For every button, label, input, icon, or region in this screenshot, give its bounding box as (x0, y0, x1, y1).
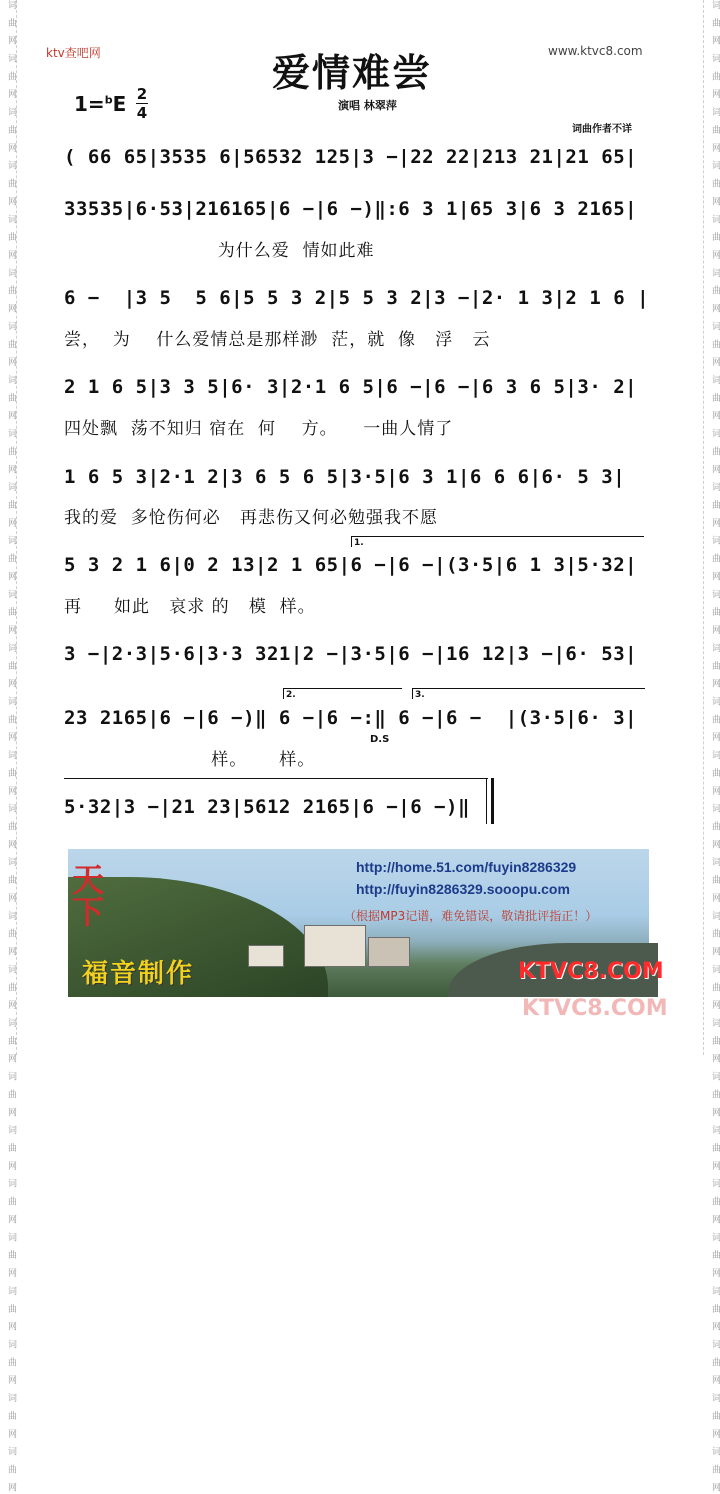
key-note: E (112, 92, 127, 116)
notation-row-6: 5 3 2 1 6|0 2 13|2 1 65|6 −|6 −|(3·5|6 1 3|5·32| (64, 554, 638, 576)
notation-row-7: 3 −|2·3|5·6|3·3 321|2 −|3·5|6 −|16 12|3 −|6· 53| (64, 643, 638, 665)
volta-2-label: 2. (286, 690, 296, 700)
site-url[interactable]: www.ktvc8.com (548, 44, 643, 58)
right-watermark-strip: 词 曲 网 词 曲 网 词 曲 网 词 曲 网 词 曲 网 词 曲 网 词 曲 网 词 曲 网 词 曲 网 词 曲 网 词 曲 网 词 曲 网 词 曲 网 词 曲 网 词 曲 网 词 曲 网 词 曲 网 词 曲 网 词 曲 网 词 曲 网 词 曲 网 词 曲 网 词 曲 网 词 曲 网 词 曲 网 词 曲 网 词 曲 网 词 曲 网 (703, 0, 720, 1055)
banner-note: （根据MP3记谱，难免错误，敬请批评指正！） (344, 909, 598, 923)
composer-credit: 词曲作者不详 (572, 124, 632, 135)
notation-row-2: 33535|6·53|216165|6 −|6 −)‖:6 3 1|65 3|6 3 2165| (64, 198, 638, 220)
lyric-row-5: 我的爱 多怆伤何必 再悲伤又何必勉强我不愿 (64, 508, 439, 528)
volta-3-bracket (412, 688, 645, 699)
house-medium (368, 937, 410, 967)
left-watermark-strip: 词 曲 网 词 曲 网 词 曲 网 词 曲 网 词 曲 网 词 曲 网 词 曲 网 词 曲 网 词 曲 网 词 曲 网 词 曲 网 词 曲 网 词 曲 网 词 曲 网 词 曲 网 词 曲 网 词 曲 网 词 曲 网 词 曲 网 词 曲 网 词 曲 网 词 曲 网 词 曲 网 词 曲 网 词 曲 网 词 曲 网 词 曲 网 词 曲 网 (0, 0, 17, 1055)
key-signature (74, 92, 126, 116)
house-large (304, 925, 366, 967)
song-title: 爱情难尝 (272, 51, 433, 95)
banner-link-2[interactable]: http://fuyin8286329.sooopu.com (356, 881, 570, 897)
lyric-row-2: 为什么爱 情如此难 (64, 241, 375, 261)
brand-horizontal: 福音制作 (82, 959, 195, 989)
time-bottom: 4 (136, 104, 148, 122)
volta-1-label: 1. (354, 538, 364, 548)
lyric-row-4: 四处飘 荡不知归 宿在 何 方。 一曲人情了 (64, 419, 454, 439)
notation-row-9: 5·32|3 −|21 23|5612 2165|6 −|6 −)‖ (64, 796, 470, 818)
final-bracket (64, 778, 488, 789)
volta-1-bracket (351, 536, 644, 547)
flat-sign: b (104, 93, 113, 107)
notation-row-5: 1 6 5 3|2·1 2|3 6 5 6 5|3·5|6 3 1|6 6 6|6· 5 3| (64, 466, 626, 488)
notation-row-4: 2 1 6 5|3 3 5|6· 3|2·1 6 5|6 −|6 −|6 3 6 5|3· 2| (64, 376, 638, 398)
promo-banner (67, 849, 664, 997)
notation-row-1: ( 66 65|3535 6|56532 125|3 −|22 22|213 21|21 65| (64, 146, 638, 168)
house-small (248, 945, 284, 967)
brand-vertical: 天下 (67, 863, 105, 927)
final-barline (486, 778, 494, 824)
volta-3-label: 3. (415, 690, 425, 700)
time-top: 2 (136, 85, 148, 103)
lyric-row-3: 尝， 为 什么爱情总是那样渺 茫，就 像 浮 云 (64, 330, 491, 350)
key-main: 1= (74, 92, 105, 116)
notation-row-8: 23 2165|6 −|6 −)‖ 6 −|6 −:‖ 6 −|6 − |(3·5|6· 3| (64, 707, 638, 729)
banner-link-1[interactable]: http://home.51.com/fuyin8286329 (356, 859, 577, 875)
lyric-row-6: 再 如此 哀求 的 模 样。 (64, 597, 316, 617)
singer-credit: 演唱 林翠萍 (338, 99, 397, 112)
ds-mark: D.S (370, 734, 390, 745)
time-signature (136, 86, 148, 121)
site-tag[interactable]: ktv查吧网 (46, 46, 101, 60)
lyric-row-8: 样。 样。 (64, 750, 316, 770)
notation-row-3: 6 − |3 5 5 6|5 5 3 2|5 5 3 2|3 −|2· 1 3|2 1 6 | (64, 287, 650, 309)
volta-2-bracket (283, 688, 402, 699)
ktvc8-logo-reflection: KTVC8.COM (522, 996, 668, 1021)
ktvc8-logo: KTVC8.COM (518, 959, 664, 984)
